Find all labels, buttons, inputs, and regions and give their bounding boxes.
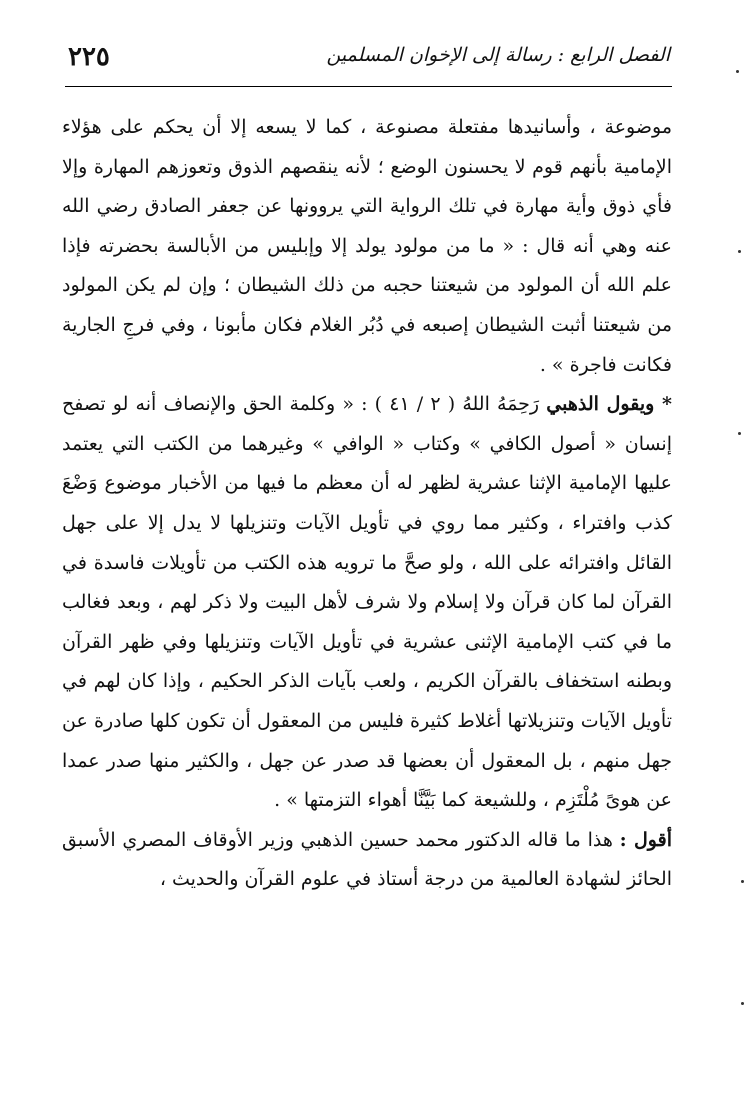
margin-dot [741,1002,744,1005]
margin-dot [738,250,741,253]
margin-dot [738,432,741,435]
page-header [68,42,670,76]
margin-dot [741,880,744,883]
header-rule [65,86,672,87]
paragraph-1: موضوعة ، وأسانيدها مفتعلة مصنوعة ، كما لا يسعه إلا أن يحكم على هؤلاء الإمامية بأنهم قوم لا يحسنون الوضع ؛ لأنه ينقصهم الذوق وتعوزهم المهارة وإلا فأي ذوق وأية مهارة في تلك الرواية التي يروونها عن جعفر الصادق رضي الله عنه وهي أنه قال : « ما من مولود يولد إلا وإبليس من الأبالسة بحضرته فإذا علم الله أن المولود من شيعتنا حجبه من ذلك الشيطان ؛ وإن لم يكن المولود من شيعتنا أثبت الشيطان إصبعه في دُبُر الغلام فكان مأبونا ، وفي فرجِ الجارية فكانت فاجرة » . [62,116,672,376]
margin-dot [736,70,739,73]
page-number: ٢٢٥ [68,42,110,72]
paragraph-2-lead: * ويقول الذهبي [546,393,672,416]
paragraph-2-text: رَحِمَهُ اللهُ ( ٢ / ٤١ ) : « وكلمة الحق والإنصاف أنه لو تصفح إنسان « أصول الكافي » وكتاب « الوافي » وغيرهما من الكتب التي يعتمد عليها الإمامية الإثنا عشرية لظهر له أن معظم ما فيها من الأخبار موضوع وَضْعَ كذب وافتراء ، وكثير مما روي في تأويل الآيات وتنزيلها لا يدل إلا على جهل القائل وافترائه على الله ، ولو صحَّ ما ترويه هذه الكتب من تأويلات فاسدة في القرآن لما كان قرآن ولا إسلام ولا شرف لأهل البيت ولا ذكر لهم ، وبعد فغالب ما في كتب الإمامية الإثنى عشرية في تأويل الآيات وتنزيلها وفي ظهر القرآن وبطنه استخفاف بالقرآن الكريم ، ولعب بآيات الذكر الحكيم ، وإذا كان لهم في تأويل الآيات وتنزيلاتها أغلاط كثيرة فليس من المعقول أن تكون كلها صادرة عن جهل منهم ، بل المعقول أن بعضها قد صدر عن جهل ، والكثير منها صدر عمدا عن هوىً مُلْتَزِم ، وللشيعة كما بَيَّنَّا أهواء التزمتها » . [62,393,672,812]
paragraph-3-text: هذا ما قاله الدكتور محمد حسين الذهبي وزير الأوقاف المصري الأسبق الحائز لشهادة العالمية من درجة أستاذ في علوم القرآن والحديث ، [62,828,672,891]
paragraph-3 [62,821,672,900]
text-body [62,108,672,900]
running-title: الفصل الرابع : رسالة إلى الإخوان المسلمين [326,44,670,66]
paragraph-2 [62,385,672,821]
paragraph-3-lead: أقول : [619,828,672,851]
